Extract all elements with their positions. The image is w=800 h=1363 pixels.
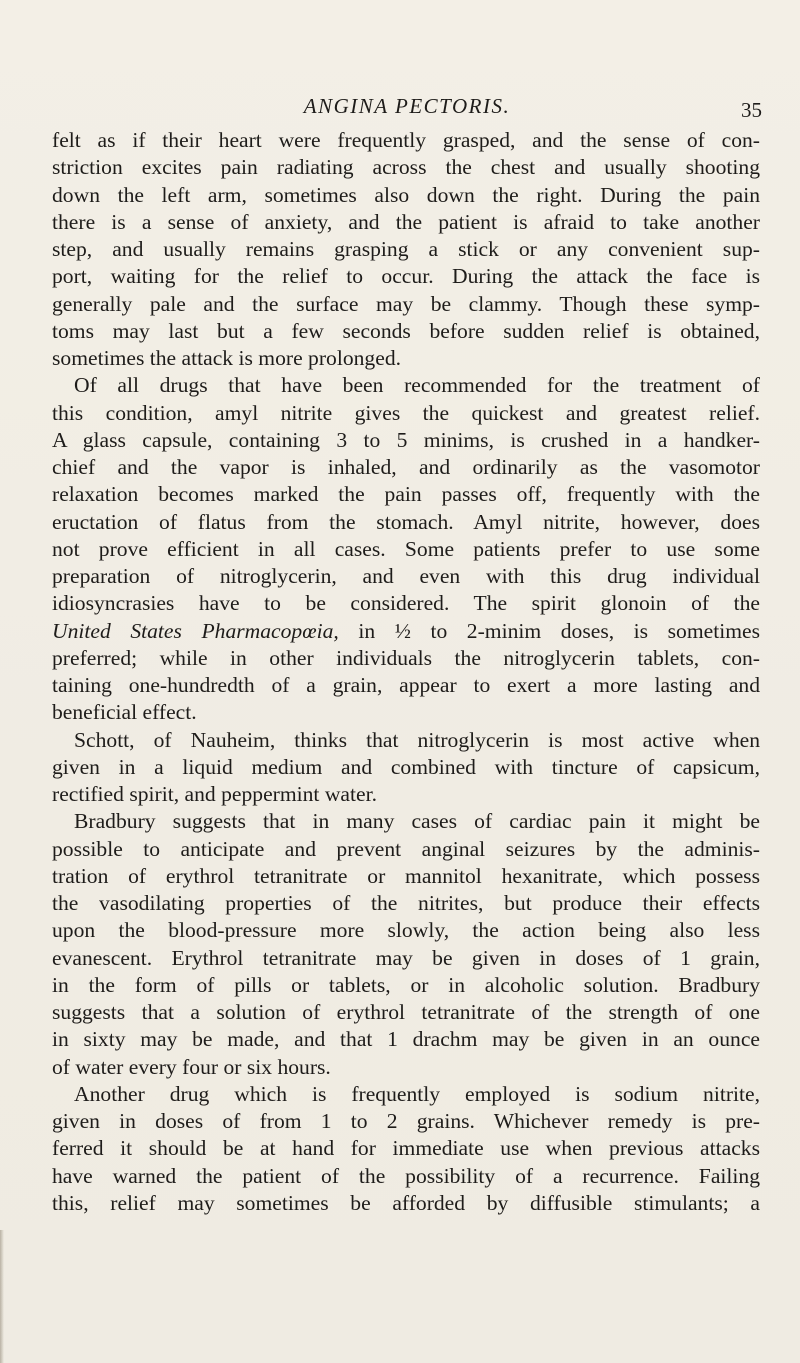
- text-line: preferred; while in other individuals the nitroglycerin tablets, con-: [52, 645, 760, 670]
- text-line: have warned the patient of the possibility of a recurrence. Failing: [52, 1163, 760, 1188]
- text-line: there is a sense of anxiety, and the patient is afraid to take another: [52, 209, 760, 234]
- text-line: rectified spirit, and peppermint water.: [52, 782, 377, 806]
- text-line: given in doses of from 1 to 2 grains. Whichever remedy is pre-: [52, 1109, 760, 1133]
- running-head: [52, 94, 762, 124]
- text-line: this, relief may sometimes be afforded by diffusible stimulants; a: [52, 1190, 760, 1215]
- text-line: step, and usually remains grasping a stick or any convenient sup-: [52, 237, 760, 261]
- text-line: relaxation becomes marked the pain passes off, frequently with the: [52, 482, 760, 507]
- paragraph-start: Schott, of Nauheim, thinks that nitroglycerin is most active when: [74, 727, 760, 752]
- text-line: possible to anticipate and prevent anginal seizures by the adminis-: [52, 836, 760, 861]
- text-line: sometimes the attack is more prolonged.: [52, 346, 402, 370]
- text-line: beneficial effect.: [52, 700, 197, 725]
- text-line: in the form of pills or tablets, or in alcoholic solution. Bradbury: [52, 972, 760, 997]
- text-line: suggests that a solution of erythrol tetranitrate of the strength of one: [52, 1000, 760, 1024]
- text-line: eructation of flatus from the stomach. Amyl nitrite, however, does: [52, 509, 760, 534]
- text-line: generally pale and the surface may be clammy. Though these symp-: [52, 291, 760, 316]
- text-line: the vasodilating properties of the nitrites, but produce their effects: [52, 891, 760, 915]
- text-line: this condition, amyl nitrite gives the quickest and greatest relief.: [52, 400, 760, 425]
- text-line: taining one-hundredth of a grain, appear to exert a more lasting and: [52, 673, 760, 697]
- text-segment: in ½ to 2-minim doses, is sometimes: [338, 618, 760, 643]
- text-line: not prove efficient in all cases. Some patients prefer to use some: [52, 536, 760, 561]
- paragraph-start: Another drug which is frequently employed is sodium nitrite,: [74, 1081, 760, 1106]
- text-line: given in a liquid medium and combined with tincture of capsicum,: [52, 754, 760, 779]
- text-line: chief and the vapor is inhaled, and ordinarily as the vasomotor: [52, 455, 760, 479]
- paragraph-start: Bradbury suggests that in many cases of cardiac pain it might be: [74, 809, 760, 834]
- text-line: idiosyncrasies have to be considered. The spirit glonoin of the: [52, 591, 760, 616]
- paragraph-start: Of all drugs that have been recommended for the treatment of: [74, 373, 760, 398]
- text-line: in sixty may be made, and that 1 drachm may be given in an ounce: [52, 1027, 760, 1052]
- text-line: preparation of nitroglycerin, and even with this drug individual: [52, 564, 760, 588]
- body-text: [52, 127, 760, 1217]
- text-line: tration of erythrol tetranitrate or mannitol hexanitrate, which possess: [52, 863, 760, 888]
- text-line: A glass capsule, containing 3 to 5 minims, is crushed in a handker-: [52, 427, 760, 452]
- text-line: port, waiting for the relief to occur. During the attack the face is: [52, 264, 760, 289]
- binding-shadow: [0, 1230, 4, 1363]
- italic-title: United States Pharmacopœia,: [52, 618, 339, 643]
- text-line: toms may last but a few seconds before sudden relief is obtained,: [52, 318, 760, 343]
- page-number: 35: [741, 98, 762, 122]
- text-line: down the left arm, sometimes also down the right. During the pain: [52, 182, 760, 207]
- running-title: ANGINA PECTORIS.: [303, 94, 511, 118]
- text-line-with-italic: [52, 618, 760, 645]
- text-line: ferred it should be at hand for immediate use when previous attacks: [52, 1136, 760, 1161]
- text-line: upon the blood-pressure more slowly, the action being also less: [52, 918, 760, 943]
- text-line: felt as if their heart were frequently grasped, and the sense of con-: [52, 128, 760, 152]
- text-line: striction excites pain radiating across the chest and usually shooting: [52, 155, 760, 180]
- text-line: of water every four or six hours.: [52, 1054, 331, 1079]
- text-line: evanescent. Erythrol tetranitrate may be given in doses of 1 grain,: [52, 945, 760, 970]
